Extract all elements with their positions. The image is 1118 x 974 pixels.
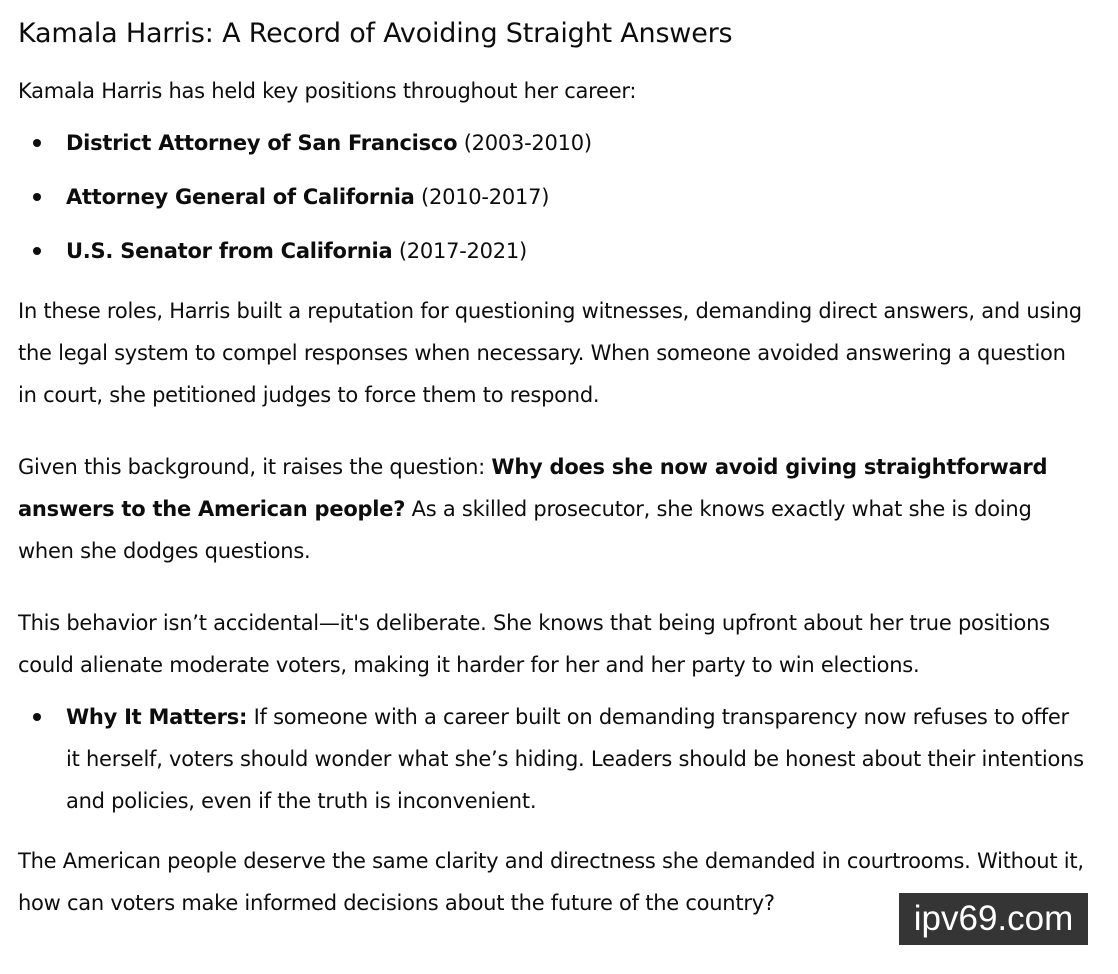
list-item	[18, 122, 1088, 164]
question-bold: Why does she now avoid giving straightforward answers to the American people?	[18, 455, 1048, 521]
matters-list	[18, 696, 1088, 822]
matters-label: Why It Matters:	[66, 705, 248, 729]
role-title: Attorney General of California	[66, 185, 415, 209]
roles-paragraph: In these roles, Harris built a reputation for questioning witnesses, demanding direct answers, and using the legal system to compel responses when necessary. When someone avoided answering a question in court, she petitioned judges to force them to respond.	[18, 299, 1082, 407]
role-title: U.S. Senator from California	[66, 239, 393, 263]
role-title: District Attorney of San Francisco	[66, 131, 458, 155]
article-title: Kamala Harris: A Record of Avoiding Straight Answers	[18, 18, 733, 49]
roles-list	[18, 122, 1088, 272]
role-years: (2017-2021)	[392, 239, 527, 263]
list-item	[18, 176, 1088, 218]
role-years: (2003-2010)	[457, 131, 592, 155]
role-years: (2010-2017)	[414, 185, 550, 209]
question-paragraph	[18, 446, 1088, 572]
list-item	[18, 696, 1088, 822]
list-item	[18, 230, 1088, 272]
behavior-paragraph: This behavior isn’t accidental—it's deliberate. She knows that being upfront about her true positions could alienate moderate voters, making it harder for her and her party to win elections.	[18, 611, 1050, 677]
matters-text: If someone with a career built on demanding transparency now refuses to offer it herself, voters should wonder what she’s hiding. Leaders should be honest about their intentions and policies, even if the truth is inconvenient.	[66, 705, 1084, 813]
article	[18, 14, 1088, 924]
question-lead: Given this background, it raises the question:	[18, 455, 492, 479]
question-rest: As a skilled prosecutor, she knows exactly what she is doing when she dodges questions.	[18, 497, 1032, 563]
intro-paragraph: Kamala Harris has held key positions throughout her career:	[18, 79, 637, 103]
watermark: ipv69.com	[899, 893, 1088, 945]
closing-paragraph: The American people deserve the same clarity and directness she demanded in courtrooms. Without it, how can voters make informed decisions about the future of the country?	[18, 849, 1084, 915]
